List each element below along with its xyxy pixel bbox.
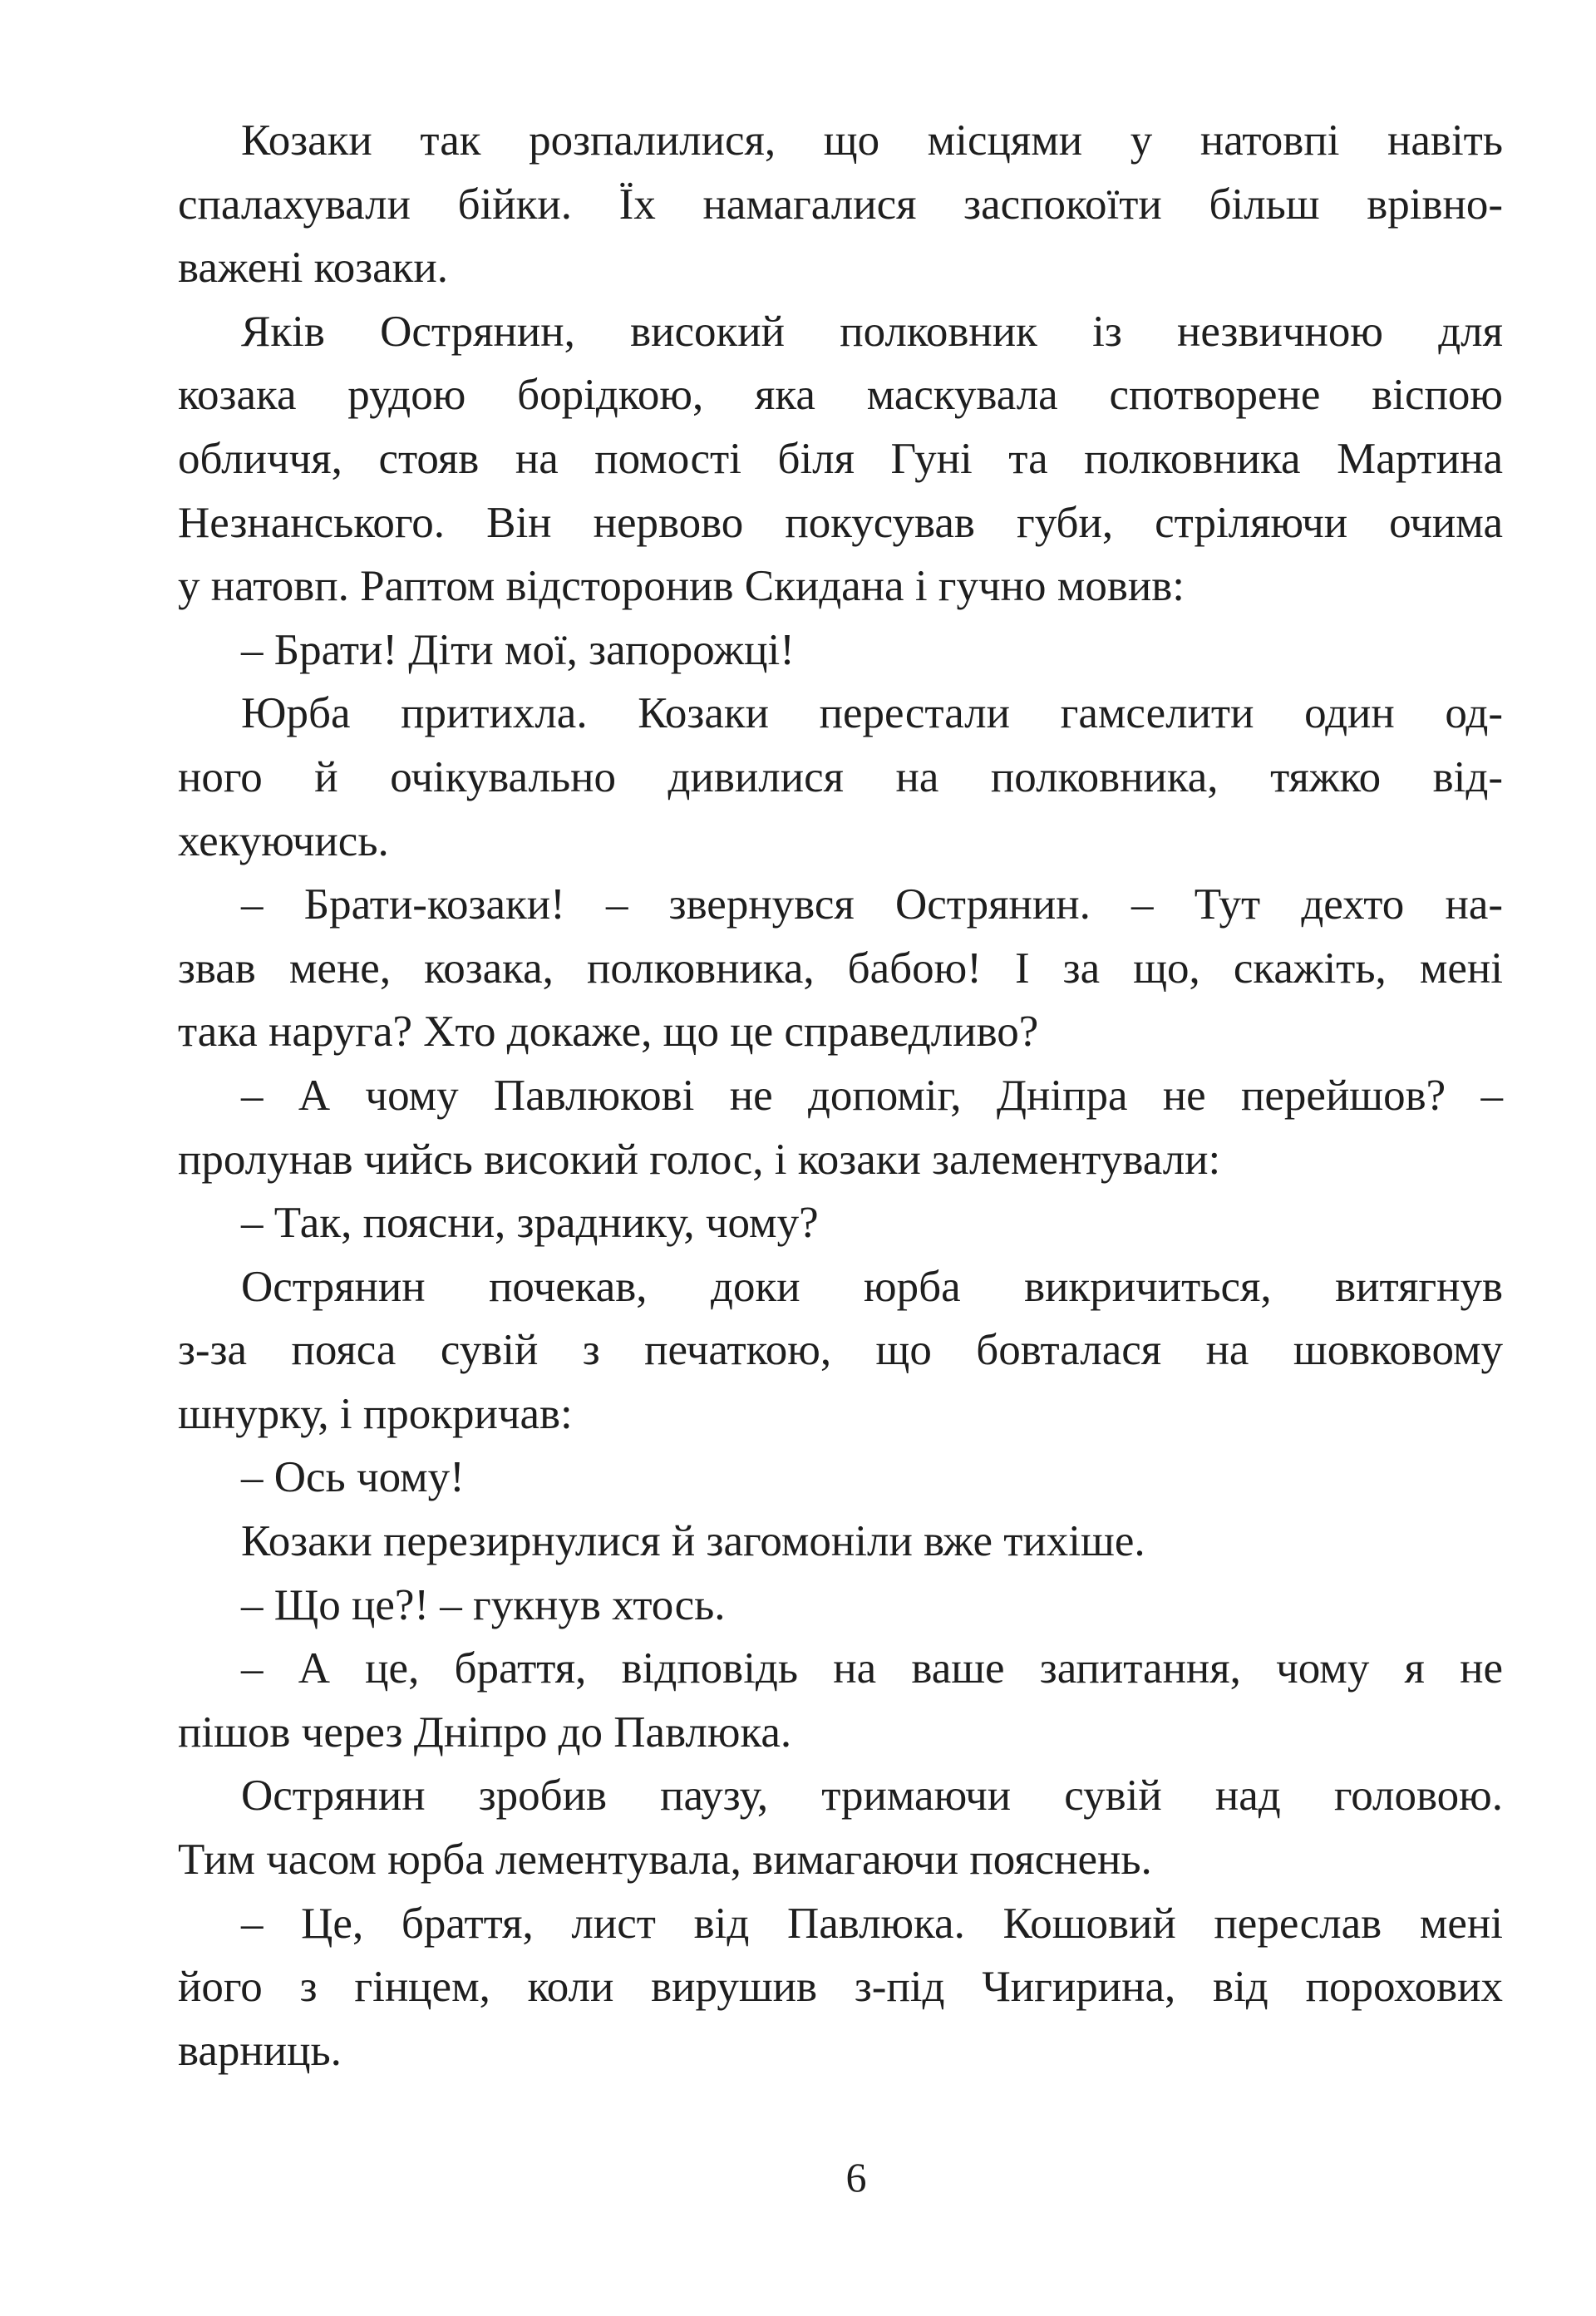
text-line: Козаки перезирнулися й загомоніли вже тихіше.	[241, 1517, 1145, 1566]
text-line: звав мене, козака, полковника, бабою! І за що, скажіть, мені	[178, 944, 1503, 993]
text-line: – А це, браття, відповідь на ваше запитання, чому я не	[241, 1644, 1503, 1693]
text-line: Тим часом юрба лементувала, вимагаючи пояснень.	[178, 1836, 1152, 1885]
paragraph	[178, 1191, 1503, 1255]
paragraph	[178, 1446, 1503, 1510]
text-line: – Ось чому!	[241, 1453, 465, 1502]
text-line: – Що це?! – гукнув хтось.	[241, 1580, 726, 1629]
text-line: хекуючись.	[178, 816, 389, 865]
text-line: козака рудою борідкою, яка маскувала спотворене віспою	[178, 371, 1503, 420]
page-number: 6	[845, 2154, 867, 2200]
text-line: його з гінцем, коли вирушив з-під Чигирина, від порохових	[178, 1963, 1503, 2012]
text-line: – Брати-козаки! – звернувся Острянин. – Тут дехто на-	[241, 880, 1503, 929]
paragraph	[178, 1510, 1503, 1574]
paragraph	[178, 618, 1503, 682]
text-line: – Так, поясни, зраднику, чому?	[241, 1199, 819, 1248]
text-line: – Брати! Діти мої, запорожці!	[241, 625, 795, 674]
paragraph	[178, 1892, 1503, 2083]
text-line: пішов через Дніпро до Павлюка.	[178, 1707, 792, 1757]
text-line: Яків Острянин, високий полковник із незвичною для	[241, 307, 1503, 356]
paragraph	[178, 300, 1503, 618]
text-line: у натовп. Раптом відсторонив Скидана і гучно мовив:	[178, 562, 1185, 611]
text-line: Юрба притихла. Козаки перестали гамселити один од-	[241, 689, 1503, 738]
paragraph	[178, 1255, 1503, 1446]
text-line: – Це, браття, лист від Павлюка. Кошовий переслав мені	[241, 1899, 1503, 1948]
text-line: обличчя, стояв на помості біля Гуні та полковника Мартина	[178, 434, 1503, 483]
paragraph	[178, 873, 1503, 1064]
paragraph	[178, 1574, 1503, 1638]
paragraph	[178, 1637, 1503, 1764]
paragraph	[178, 109, 1503, 300]
text-line: Острянин почекав, доки юрба викричиться, витягнув	[241, 1262, 1503, 1311]
text-line: Незнанського. Він нервово покусував губи, стріляючи очима	[178, 498, 1503, 547]
text-line: Острянин зробив паузу, тримаючи сувій над головою.	[241, 1771, 1503, 1821]
text-line: така наруга? Хто докаже, що це справедливо?	[178, 1008, 1039, 1057]
paragraph	[178, 1064, 1503, 1191]
paragraph	[178, 682, 1503, 873]
text-line: спалахували бійки. Їх намагалися заспокоїти більш врівно-	[178, 180, 1503, 229]
text-line: ного й очікувально дивилися на полковника, тяжко від-	[178, 752, 1503, 801]
text-line: варниць.	[178, 2026, 342, 2075]
text-line: пролунав чийсь високий голос, і козаки залементували:	[178, 1135, 1221, 1184]
text-line: важені козаки.	[178, 244, 449, 293]
body-text	[178, 109, 1503, 2082]
text-line: – А чому Павлюкові не допоміг, Дніпра не перейшов? –	[241, 1071, 1503, 1120]
paragraph	[178, 1764, 1503, 1891]
text-line: з-за пояса сувій з печаткою, що бовталася на шовковому	[178, 1326, 1503, 1375]
text-line: шнурку, і прокричав:	[178, 1389, 573, 1438]
text-line: Козаки так розпалилися, що місцями у натовпі навіть	[241, 116, 1503, 165]
